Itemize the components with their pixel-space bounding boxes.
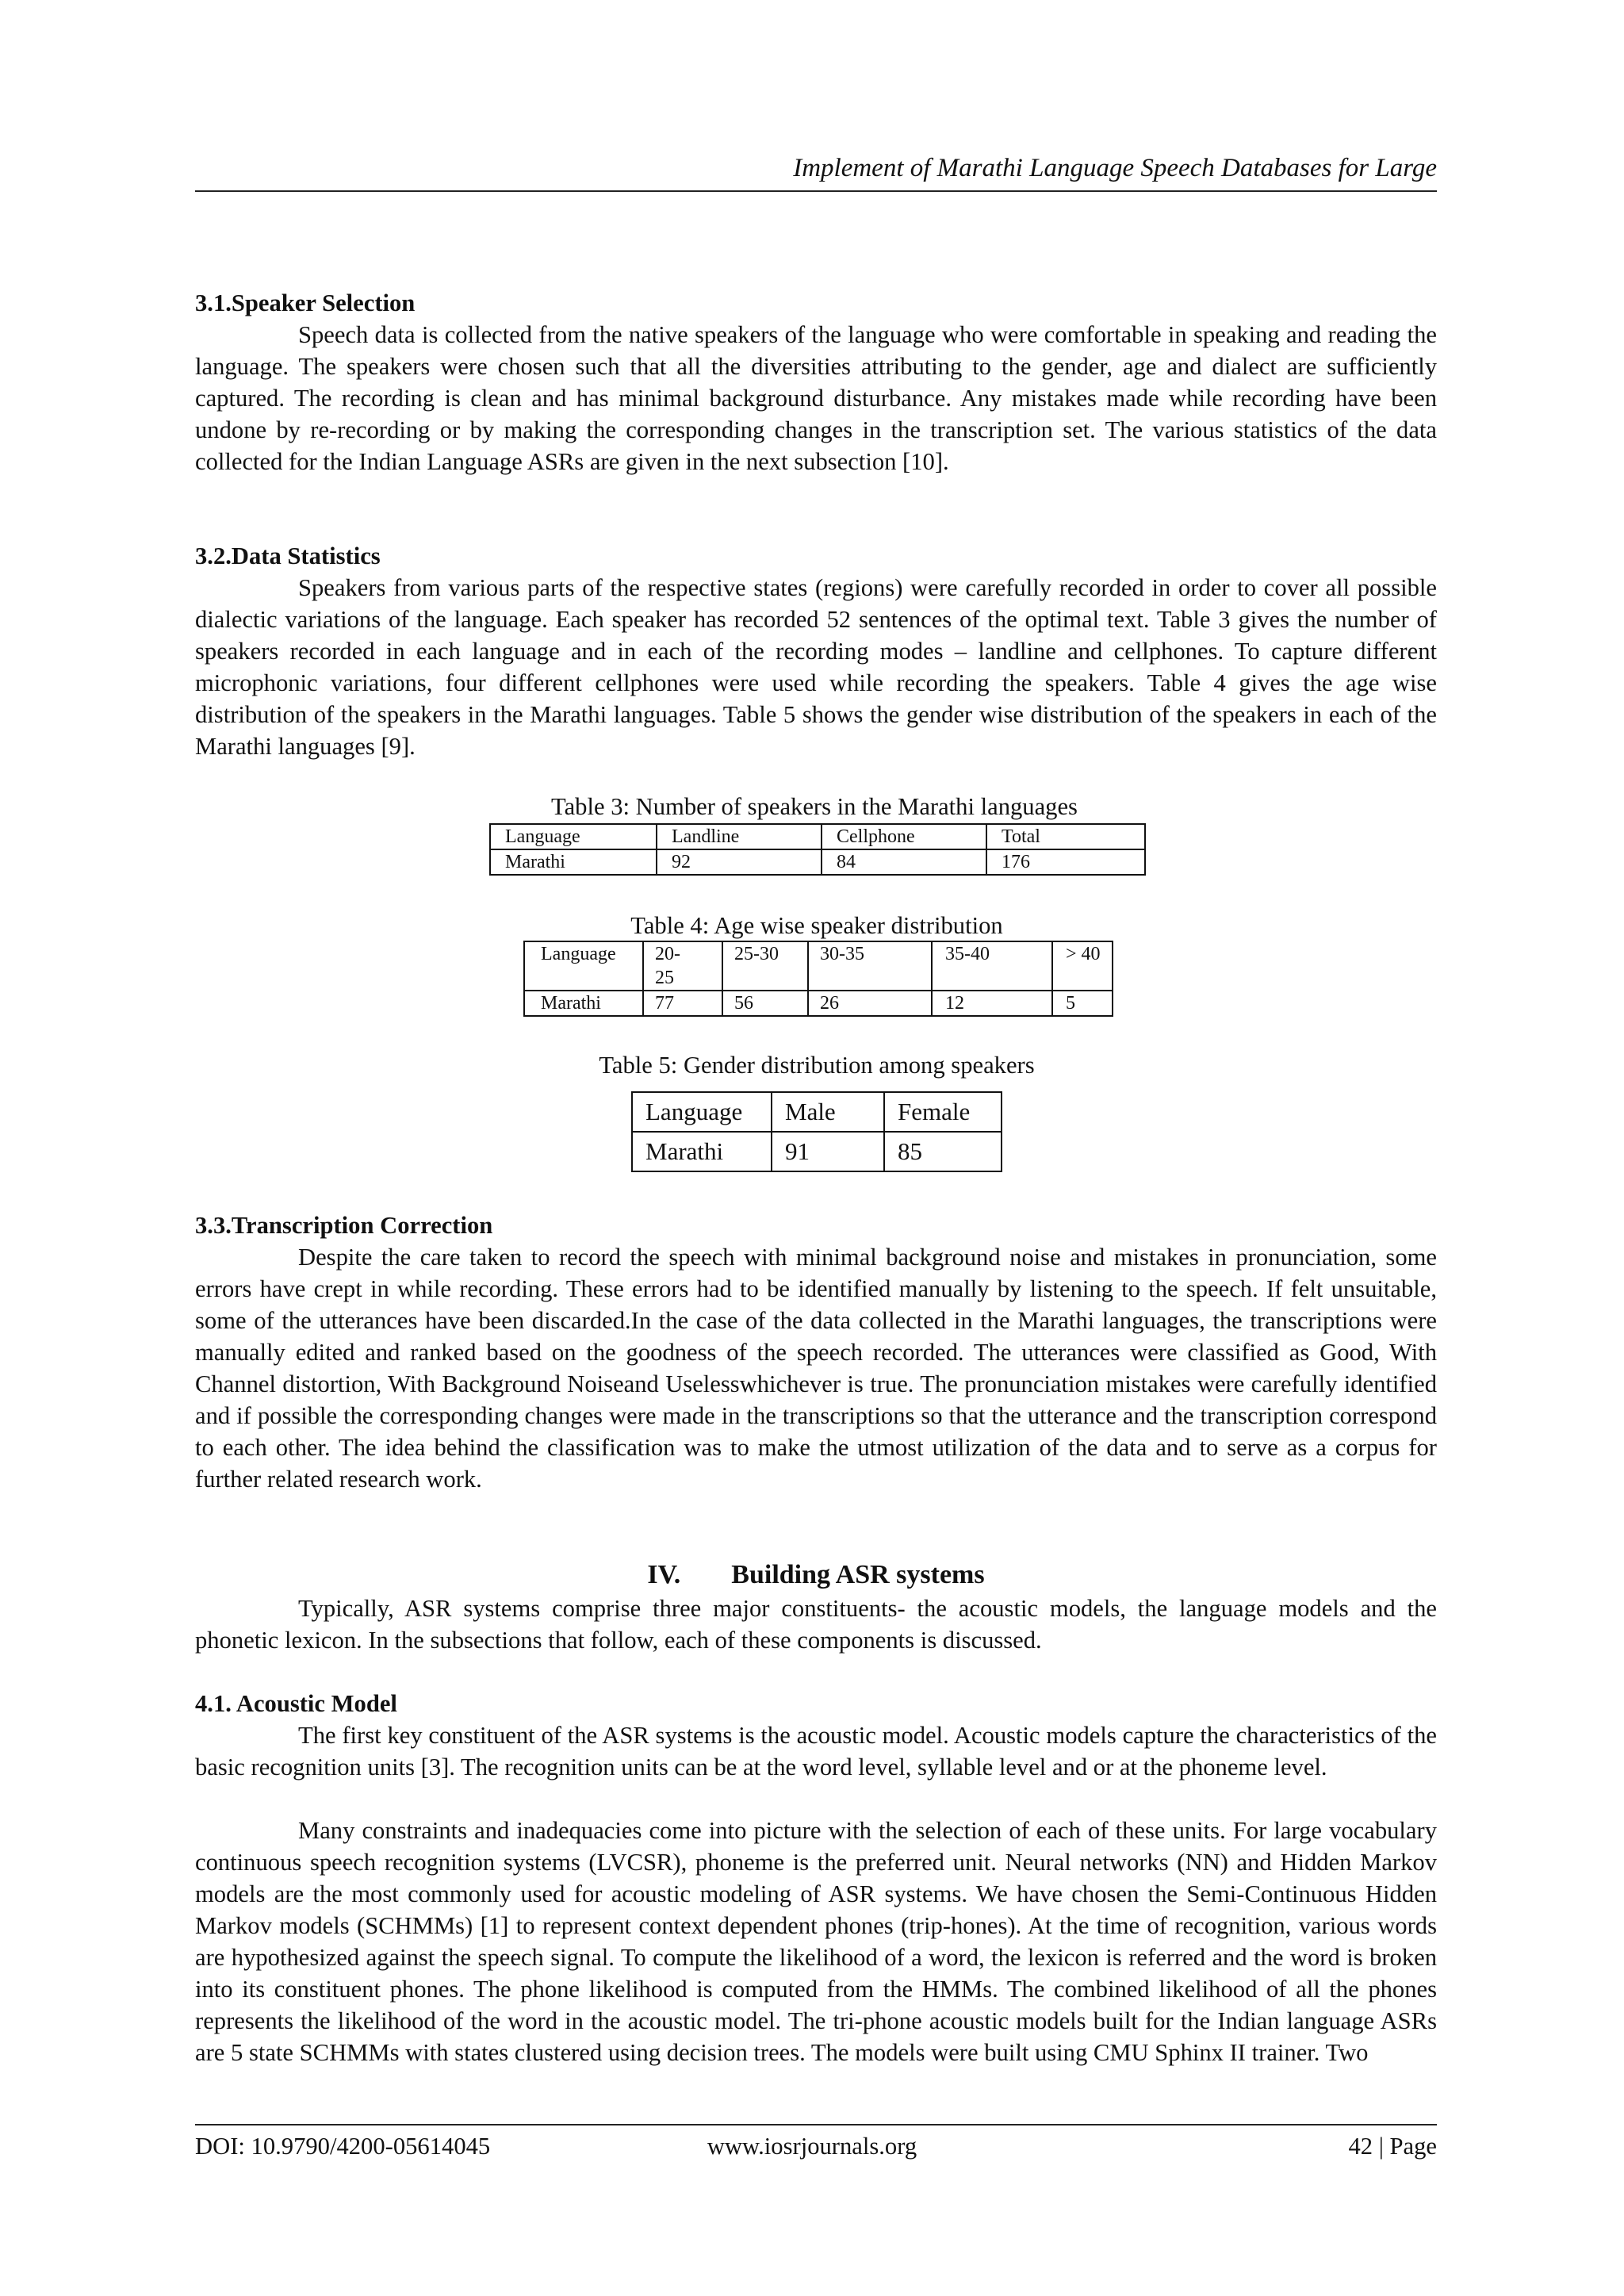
table-cell: Marathi — [632, 1132, 772, 1171]
table-row — [632, 1092, 1002, 1132]
section-3-2-text: Speakers from various parts of the respective states (regions) were carefully recorded in order to cover all possible dialectic variations of the language. Each speaker has recorded 52 sentences of the optimal text. Table 3 gives the number of speakers recorded in each language and in each of the recording modes – landline and cellphones. To capture different microphonic variations, four different cellphones were used while recording the speakers. Table 4 gives the age wise distribution of the speakers in the Marathi languages. Table 5 shows the gender wise distribution of the speakers in each of the Marathi languages [9]. — [195, 574, 1437, 760]
table-row — [490, 824, 1145, 849]
table-cell: Female — [884, 1092, 1002, 1132]
table-cell: Language — [490, 824, 657, 849]
table-cell: 84 — [822, 849, 986, 875]
section-4-1-paragraph-1 — [195, 1719, 1437, 1783]
section-3-2-paragraph — [195, 572, 1437, 762]
table-cell: Marathi — [524, 991, 643, 1016]
header-rule — [195, 190, 1437, 192]
table-4 — [523, 941, 1113, 1017]
section-3-1-title: 3.1.Speaker Selection — [195, 289, 416, 316]
section-3-3-text: Despite the care taken to record the speech with minimal background noise and mistakes in pronunciation, some errors have crept in while recording. These errors had to be identified manually by listening to the speech. If felt unsuitable, some of the utterances have been discarded.In the case of the data collected in the Marathi languages, the transcriptions were manually edited and ranked based on the goodness of the speech recorded. The utterances were classified as Good, With Channel distortion, With Background Noiseand Uselesswhichever is true. The pronunciation mistakes were carefully identified and if possible the corresponding changes were made in the transcriptions so that the utterance and the transcription correspond to each other. The idea behind the classification was to make the utmost utilization of the data and to serve as a corpus for further related research work. — [195, 1244, 1437, 1493]
chapter-iv-heading — [195, 1558, 1437, 1593]
chapter-number: IV. — [647, 1560, 681, 1589]
age-range-label: 20-25 — [655, 944, 680, 988]
table-cell: 35-40 — [932, 941, 1052, 991]
table-cell: Language — [524, 941, 643, 991]
table-3 — [489, 823, 1146, 876]
footer-page-number: 42 | Page — [1348, 2133, 1437, 2160]
table-cell: 85 — [884, 1132, 1002, 1171]
table-row — [490, 849, 1145, 875]
table-cell: Male — [772, 1092, 884, 1132]
section-4-1-text-1: The first key constituent of the ASR systems is the acoustic model. Acoustic models capture the characteristics of the basic recognition units [3]. The recognition units can be at the word level, syllable level and or at the phoneme level. — [195, 1722, 1437, 1780]
table-5-caption: Table 5: Gender distribution among speakers — [599, 1052, 1035, 1079]
footer-doi: DOI: 10.9790/4200-05614045 — [195, 2133, 491, 2160]
table-cell — [643, 941, 722, 991]
table-cell: 56 — [722, 991, 808, 1016]
table-cell: 5 — [1052, 991, 1113, 1016]
table-cell: Landline — [657, 824, 822, 849]
chapter-iv-text: Typically, ASR systems comprise three major constituents- the acoustic models, the language models and the phonetic lexicon. In the subsections that follow, each of these components is discussed. — [195, 1595, 1437, 1654]
table-5 — [631, 1091, 1002, 1172]
section-3-1-text: Speech data is collected from the native speakers of the language who were comfortable in speaking and reading the language. The speakers were chosen such that all the diversities attributing to the gender, age and dialect are sufficiently captured. The recording is clean and has minimal background disturbance. Any mistakes made while recording have been undone by re-recording or by making the corresponding changes in the transcription set. The various statistics of the data collected for the Indian Language ASRs are given in the next subsection [10]. — [195, 321, 1437, 475]
table-row — [632, 1132, 1002, 1171]
chapter-title: Building ASR systems — [731, 1560, 985, 1589]
table-cell: Language — [632, 1092, 772, 1132]
table-cell: Marathi — [490, 849, 657, 875]
table-cell: Total — [986, 824, 1145, 849]
chapter-iv-paragraph — [195, 1593, 1437, 1656]
table-row — [524, 941, 1113, 991]
table-cell: 30-35 — [808, 941, 932, 991]
table-cell: 77 — [643, 991, 722, 1016]
table-cell: 25-30 — [722, 941, 808, 991]
section-4-1-title: 4.1. Acoustic Model — [195, 1690, 397, 1717]
table-row — [524, 991, 1113, 1016]
section-3-3-title: 3.3.Transcription Correction — [195, 1212, 493, 1239]
table-3-caption: Table 3: Number of speakers in the Marathi languages — [551, 793, 1078, 820]
section-3-3-paragraph — [195, 1241, 1437, 1495]
table-cell: Cellphone — [822, 824, 986, 849]
section-3-2-title: 3.2.Data Statistics — [195, 542, 381, 569]
section-4-1-text-2: Many constraints and inadequacies come into picture with the selection of each of these units. For large vocabulary continuous speech recognition systems (LVCSR), phoneme is the preferred unit. Neural networks (NN) and Hidden Markov models are the most commonly used for acoustic modeling of ASR systems. We have chosen the Semi-Continuous Hidden Markov models (SCHMMs) [1] to represent context dependent phones (trip-hones). At the time of recognition, various words are hypothesized against the speech signal. To compute the likelihood of a word, the lexicon is referred and the word is broken into its constituent phones. The phone likelihood is computed from the HMMs. The combined likelihood of all the phones represents the likelihood of the word in the acoustic model. The tri-phone acoustic models built for the Indian language ASRs are 5 state SCHMMs with states clustered using decision trees. The models were built using CMU Sphinx II trainer. Two — [195, 1817, 1437, 2066]
section-4-1-paragraph-2 — [195, 1815, 1437, 2068]
table-cell: 91 — [772, 1132, 884, 1171]
table-cell: 12 — [932, 991, 1052, 1016]
table-cell: 26 — [808, 991, 932, 1016]
footer-website: www.iosrjournals.org — [707, 2133, 917, 2160]
table-cell: > 40 — [1052, 941, 1113, 991]
table-4-caption: Table 4: Age wise speaker distribution — [630, 912, 1003, 939]
section-3-1-paragraph — [195, 319, 1437, 477]
footer-rule — [195, 2124, 1437, 2125]
running-header: Implement of Marathi Language Speech Databases for Large — [793, 154, 1437, 182]
table-cell: 92 — [657, 849, 822, 875]
table-cell: 176 — [986, 849, 1145, 875]
